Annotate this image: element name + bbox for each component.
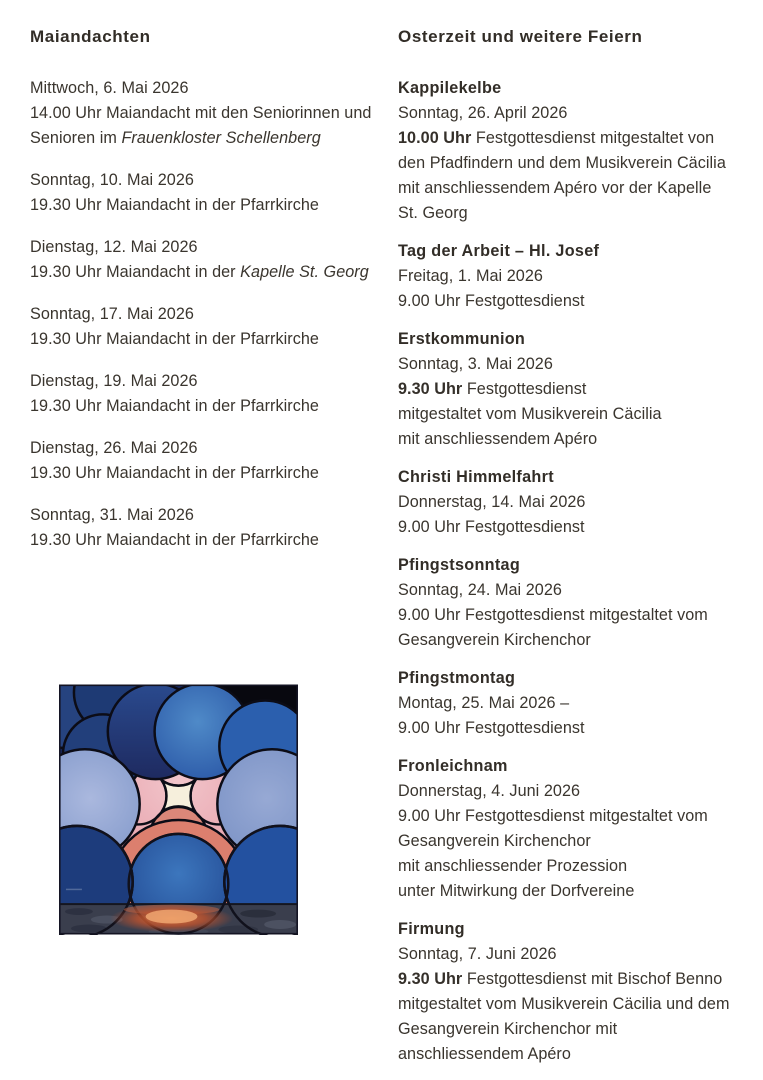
feast-line bbox=[398, 151, 753, 176]
event-date: Sonntag, 31. Mai 2026 bbox=[30, 506, 194, 524]
event-date: Dienstag, 12. Mai 2026 bbox=[30, 238, 198, 256]
feast-text: mit anschliessendem Apéro vor der Kapelle bbox=[398, 179, 712, 197]
feast-line bbox=[398, 402, 753, 427]
feast-section bbox=[398, 553, 753, 653]
event-entry bbox=[30, 235, 390, 285]
event-date: Sonntag, 10. Mai 2026 bbox=[30, 171, 194, 189]
feast-text: den Pfadfindern und dem Musikverein Cäcilia bbox=[398, 154, 726, 172]
feast-line bbox=[398, 176, 753, 201]
feast-line bbox=[398, 427, 753, 452]
event-entry bbox=[30, 369, 390, 419]
event-date: Mittwoch, 6. Mai 2026 bbox=[30, 79, 189, 97]
feast-line bbox=[398, 804, 753, 829]
feast-text: Donnerstag, 4. Juni 2026 bbox=[398, 782, 581, 800]
feast-text: Festgottesdienst bbox=[462, 380, 587, 398]
stained-glass-image bbox=[59, 684, 298, 935]
event-text-italic: Kapelle St. Georg bbox=[240, 263, 369, 281]
maiandachten-column bbox=[30, 27, 390, 570]
event-entry bbox=[30, 168, 390, 218]
feast-text: unter Mitwirkung der Dorfvereine bbox=[398, 882, 635, 900]
feast-title: Firmung bbox=[398, 920, 465, 938]
event-text: 19.30 Uhr Maiandacht in der Pfarrkirche bbox=[30, 464, 319, 482]
feast-line bbox=[398, 854, 753, 879]
feast-line bbox=[398, 352, 753, 377]
feast-title: Tag der Arbeit – Hl. Josef bbox=[398, 242, 600, 260]
feast-text: 9.00 Uhr Festgottesdienst bbox=[398, 518, 585, 536]
feast-line bbox=[398, 691, 753, 716]
feast-line bbox=[398, 992, 753, 1017]
feast-line bbox=[398, 101, 753, 126]
event-detail bbox=[30, 126, 390, 151]
feast-line bbox=[398, 716, 753, 741]
event-text-italic: Frauenkloster Schellenberg bbox=[121, 129, 321, 147]
feast-line bbox=[398, 578, 753, 603]
feast-text: 9.00 Uhr Festgottesdienst bbox=[398, 719, 585, 737]
feast-text: Gesangverein Kirchenchor bbox=[398, 631, 591, 649]
feast-text: Festgottesdienst mit Bischof Benno bbox=[462, 970, 723, 988]
feast-section bbox=[398, 917, 753, 1067]
time-bold: 9.30 Uhr bbox=[398, 970, 463, 988]
feast-line bbox=[398, 879, 753, 904]
event-date: Sonntag, 17. Mai 2026 bbox=[30, 305, 194, 323]
feast-text: mit anschliessender Prozession bbox=[398, 857, 628, 875]
feast-line bbox=[398, 779, 753, 804]
event-text: Senioren im bbox=[30, 129, 122, 147]
feast-text: 9.00 Uhr Festgottesdienst mitgestaltet vom bbox=[398, 807, 708, 825]
feast-title: Pfingstmontag bbox=[398, 669, 516, 687]
event-detail bbox=[30, 193, 390, 218]
event-text: 19.30 Uhr Maiandacht in der Pfarrkirche bbox=[30, 397, 319, 415]
feast-line bbox=[398, 490, 753, 515]
feast-title: Pfingstsonntag bbox=[398, 556, 521, 574]
feast-title: Christi Himmelfahrt bbox=[398, 468, 554, 486]
event-entry bbox=[30, 503, 390, 553]
feast-text: mitgestaltet vom Musikverein Cäcilia und dem bbox=[398, 995, 730, 1013]
time-bold: 9.30 Uhr bbox=[398, 380, 463, 398]
feast-line bbox=[398, 942, 753, 967]
event-text: 19.30 Uhr Maiandacht in der Pfarrkirche bbox=[30, 531, 319, 549]
feast-section bbox=[398, 239, 753, 314]
feast-title: Kappilekelbe bbox=[398, 79, 502, 97]
feast-section bbox=[398, 327, 753, 452]
feast-text: Sonntag, 24. Mai 2026 bbox=[398, 581, 562, 599]
event-text: 14.00 Uhr Maiandacht mit den Seniorinnen und bbox=[30, 104, 372, 122]
event-entry bbox=[30, 302, 390, 352]
event-text: 19.30 Uhr Maiandacht in der bbox=[30, 263, 241, 281]
feast-section bbox=[398, 666, 753, 741]
event-text: 19.30 Uhr Maiandacht in der Pfarrkirche bbox=[30, 196, 319, 214]
event-entry bbox=[30, 436, 390, 486]
feast-text: 9.00 Uhr Festgottesdienst mitgestaltet vom bbox=[398, 606, 708, 624]
event-entry bbox=[30, 76, 390, 151]
feast-text: mit anschliessendem Apéro bbox=[398, 430, 598, 448]
feast-text: mitgestaltet vom Musikverein Cäcilia bbox=[398, 405, 662, 423]
feast-text: Gesangverein Kirchenchor bbox=[398, 832, 591, 850]
feast-text: anschliessendem Apéro bbox=[398, 1045, 571, 1063]
feast-text: Donnerstag, 14. Mai 2026 bbox=[398, 493, 586, 511]
event-detail bbox=[30, 394, 390, 419]
feast-line bbox=[398, 1042, 753, 1067]
feast-title: Fronleichnam bbox=[398, 757, 508, 775]
feast-line bbox=[398, 201, 753, 226]
feast-section bbox=[398, 465, 753, 540]
time-bold: 10.00 Uhr bbox=[398, 129, 472, 147]
feast-text: 9.00 Uhr Festgottesdienst bbox=[398, 292, 585, 310]
feast-line bbox=[398, 264, 753, 289]
event-date: Dienstag, 19. Mai 2026 bbox=[30, 372, 198, 390]
feast-text: Freitag, 1. Mai 2026 bbox=[398, 267, 543, 285]
feast-text: Festgottesdienst mitgestaltet von bbox=[471, 129, 715, 147]
event-detail bbox=[30, 528, 390, 553]
feast-text: Sonntag, 7. Juni 2026 bbox=[398, 945, 557, 963]
feast-line bbox=[398, 967, 753, 992]
feast-line bbox=[398, 377, 753, 402]
osterzeit-column bbox=[398, 27, 753, 1080]
feast-line bbox=[398, 603, 753, 628]
feast-line bbox=[398, 126, 753, 151]
event-detail bbox=[30, 260, 390, 285]
event-text: 19.30 Uhr Maiandacht in der Pfarrkirche bbox=[30, 330, 319, 348]
event-date: Dienstag, 26. Mai 2026 bbox=[30, 439, 198, 457]
feast-section bbox=[398, 754, 753, 904]
feast-line bbox=[398, 515, 753, 540]
feast-text: St. Georg bbox=[398, 204, 468, 222]
column-heading-maiandachten: Maiandachten bbox=[30, 27, 151, 46]
stained-glass-artwork bbox=[59, 684, 298, 935]
feast-text: Sonntag, 3. Mai 2026 bbox=[398, 355, 553, 373]
feast-line bbox=[398, 628, 753, 653]
feast-text: Montag, 25. Mai 2026 – bbox=[398, 694, 570, 712]
feast-section bbox=[398, 76, 753, 226]
feast-line bbox=[398, 289, 753, 314]
event-detail bbox=[30, 461, 390, 486]
feast-line bbox=[398, 1017, 753, 1042]
event-detail bbox=[30, 327, 390, 352]
feast-text: Gesangverein Kirchenchor mit bbox=[398, 1020, 618, 1038]
column-heading-osterzeit: Osterzeit und weitere Feiern bbox=[398, 27, 643, 46]
event-detail bbox=[30, 101, 390, 126]
feast-text: Sonntag, 26. April 2026 bbox=[398, 104, 568, 122]
feast-line bbox=[398, 829, 753, 854]
feast-title: Erstkommunion bbox=[398, 330, 526, 348]
